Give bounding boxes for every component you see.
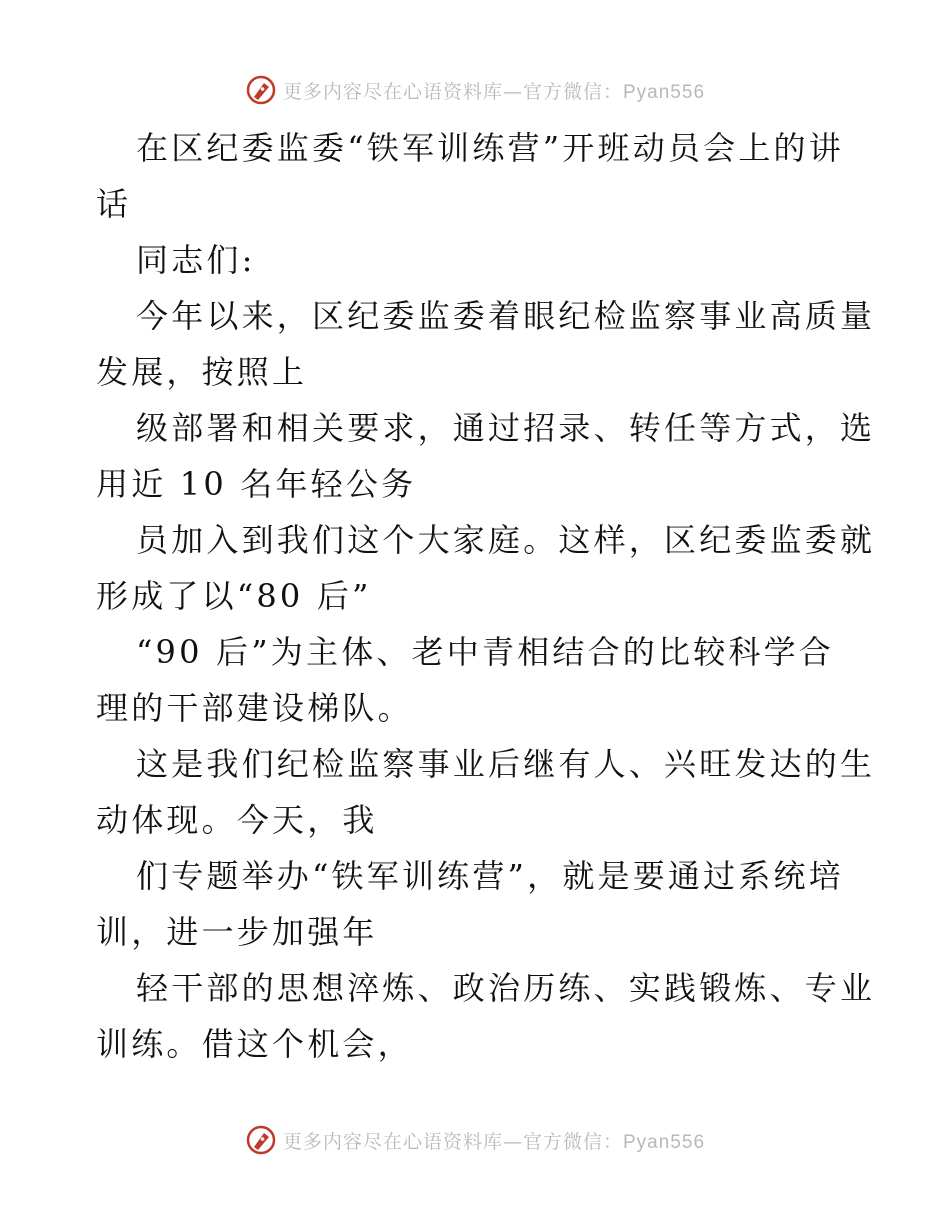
title-line-1: 在区纪委监委“铁军训练营”开班动员会上的讲	[136, 129, 844, 167]
watermark-wechat-id: Pyan556	[623, 1131, 706, 1153]
paragraph-line: 今年以来，区纪委监委着眼纪检监察事业高质量	[136, 297, 876, 335]
paragraph-line: 发展，按照上	[96, 353, 308, 391]
watermark-wechat-id: Pyan556	[623, 81, 706, 103]
paragraph-line: 轻干部的思想淬炼、政治历练、实践锻炼、专业	[136, 969, 876, 1007]
paragraph-line: 这是我们纪检监察事业后继有人、兴旺发达的生	[136, 745, 876, 783]
paragraph-line: 级部署和相关要求，通过招录、转任等方式，选	[136, 409, 876, 447]
watermark-text: 更多内容尽在心语资料库—官方微信：Pyan556	[282, 1130, 706, 1153]
paragraph-line: 们专题举办“铁军训练营”，就是要通过系统培	[136, 857, 844, 895]
paragraph-line: 用近 10 名年轻公务	[96, 465, 417, 503]
paragraph-line: 动体现。今天，我	[96, 801, 378, 839]
document-body	[96, 120, 876, 1072]
paragraph-line: 理的干部建设梯队。	[96, 689, 413, 727]
footer-watermark	[0, 1120, 950, 1160]
pen-nib-logo-icon	[245, 1124, 277, 1156]
paragraph-line: “90 后”为主体、老中青相结合的比较科学合	[136, 633, 835, 671]
header-watermark	[0, 70, 950, 110]
paragraph-line: 形成了以“80 后”	[96, 577, 372, 615]
salutation: 同志们:	[136, 241, 256, 279]
paragraph-line: 训练。借这个机会，	[96, 1025, 413, 1063]
title-line-2: 话	[96, 185, 132, 223]
pen-nib-logo-icon	[245, 74, 277, 106]
watermark-text: 更多内容尽在心语资料库—官方微信：Pyan556	[282, 80, 706, 103]
paragraph-line: 训，进一步加强年	[96, 913, 378, 951]
paragraph-line: 员加入到我们这个大家庭。这样，区纪委监委就	[136, 521, 876, 559]
